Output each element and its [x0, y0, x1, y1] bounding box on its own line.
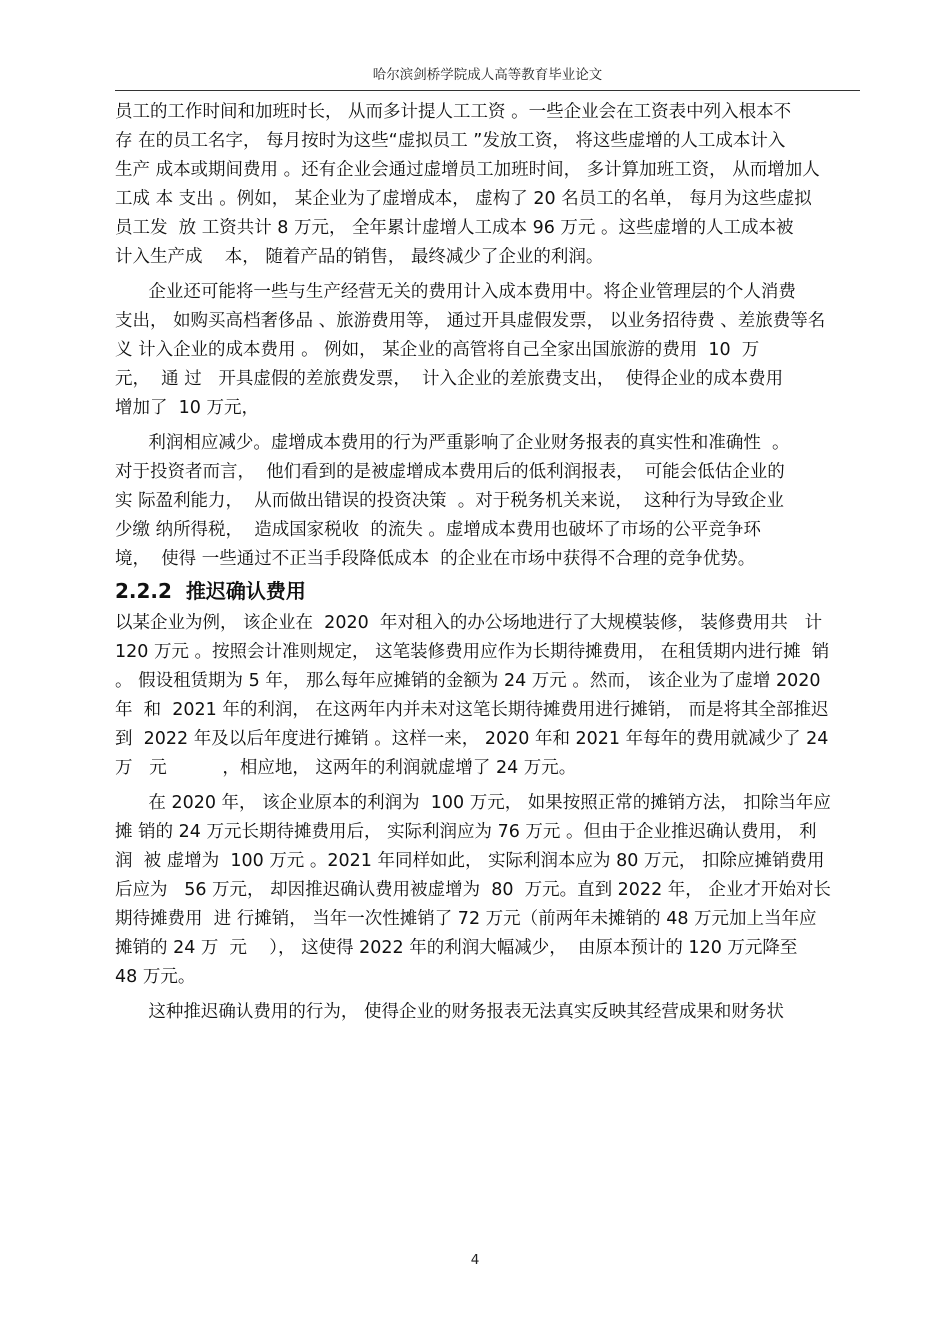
running-header-title: 哈尔滨剑桥学院成人高等教育毕业论文 — [372, 67, 603, 83]
text-line: 这种推迟确认费用的行为， 使得企业的财务报表无法真实反映其经营成果和财务状 — [115, 1002, 784, 1022]
text-line: 工成 本 支出 。例如， 某企业为了虚增成本， 虚构了 20 名员工的名单， 每月为这些虚拟 — [115, 189, 812, 209]
text-line: 对于投资者而言， 他们看到的是被虚增成本费用后的低利润报表， 可能会低估企业的 — [115, 462, 785, 482]
paragraph-fake-labor-cost — [115, 98, 867, 272]
text-line: 万 元 ，相应地， 这两年的利润就虚增了 24 万元。 — [115, 758, 577, 778]
text-line: 境， 使得 一些通过不正当手段降低成本 的企业在市场中获得不合理的竞争优势。 — [115, 549, 756, 569]
text-line: 少缴 纳所得税， 造成国家税收 的流失 。虚增成本费用也破坏了市场的公平竞争环 — [115, 520, 761, 540]
paragraph-conclusion — [115, 998, 867, 1027]
text-line: 利润相应减少。虚增成本费用的行为严重影响了企业财务报表的真实性和准确性 。 — [115, 433, 790, 453]
paragraph-deferred-example — [115, 609, 867, 783]
text-line: 期待摊费用 进 行摊销， 当年一次性摊销了 72 万元（前两年未摊销的 48 万元加上当年应 — [115, 909, 817, 929]
text-line: 实 际盈利能力， 从而做出错误的投资决策 。对于税务机关来说， 这种行为导致企业 — [115, 491, 784, 511]
paragraph-unrelated-expenses — [115, 278, 867, 423]
paragraph-impact — [115, 429, 867, 574]
text-line: 到 2022 年及以后年度进行摊销 。这样一来， 2020 年和 2021 年每年的费用就减少了 24 — [115, 729, 829, 749]
text-line: 48 万元。 — [115, 967, 196, 987]
text-line: 摊 销的 24 万元长期待摊费用后， 实际利润应为 76 万元 。但由于企业推迟确认费用， 利 — [115, 822, 817, 842]
section-heading: 2.2.2 推迟确认费用 — [115, 579, 306, 603]
text-line: 润 被 虚增为 100 万元 。2021 年同样如此， 实际利润本应为 80 万元， 扣除应摊销费用 — [115, 851, 825, 871]
text-line: 在 2020 年， 该企业原本的利润为 100 万元， 如果按照正常的摊销方法， 扣除当年应 — [115, 793, 831, 813]
text-line: 年 和 2021 年的利润， 在这两年内并未对这笔长期待摊费用进行摊销， 而是将其全部推迟 — [115, 700, 829, 720]
text-line: 员工的工作时间和加班时长， 从而多计提人工工资 。一些企业会在工资表中列入根本不 — [115, 102, 792, 122]
text-line: 元， 通 过 开具虚假的差旅费发票， 计入企业的差旅费支出， 使得企业的成本费用 — [115, 369, 784, 389]
text-line: 计入生产成 本， 随着产品的销售， 最终减少了企业的利润。 — [115, 247, 604, 267]
page-body — [115, 98, 867, 1027]
text-line: 生产 成本或期间费用 。还有企业会通过虚增员工加班时间， 多计算加班工资， 从而增加人 — [115, 160, 820, 180]
text-line: 增加了 10 万元， — [115, 398, 259, 418]
text-line: 120 万元 。按照会计准则规定， 这笔装修费用应作为长期待摊费用， 在租赁期内进行摊 销 — [115, 642, 830, 662]
text-line: 。 假设租赁期为 5 年， 那么每年应摊销的金额为 24 万元 。然而， 该企业为了虚增 2020 — [115, 671, 821, 691]
text-line: 支出， 如购买高档奢侈品 、旅游费用等， 通过开具虚假发票， 以业务招待费 、差旅费等名 — [115, 311, 826, 331]
text-line: 摊销的 24 万 元 ）， 这使得 2022 年的利润大幅减少， 由原本预计的 120 万元降至 — [115, 938, 798, 958]
text-line: 后应为 56 万元， 却因推迟确认费用被虚增为 80 万元。直到 2022 年， 企业才开始对长 — [115, 880, 831, 900]
text-line: 员工发 放 工资共计 8 万元， 全年累计虚增人工成本 96 万元 。这些虚增的人工成本被 — [115, 218, 794, 238]
text-line: 以某企业为例， 该企业在 2020 年对租入的办公场地进行了大规模装修， 装修费用共 计 — [115, 613, 823, 633]
page-number: 4 — [470, 1252, 480, 1268]
paragraph-profit-calculation — [115, 789, 867, 992]
running-header — [115, 64, 860, 91]
text-line: 义 计入企业的成本费用 。 例如， 某企业的高管将自己全家出国旅游的费用 10 万 — [115, 340, 760, 360]
text-line: 企业还可能将一些与生产经营无关的费用计入成本费用中。将企业管理层的个人消费 — [115, 282, 796, 302]
text-line: 存 在的员工名字， 每月按时为这些“虚拟员工 ”发放工资， 将这些虚增的人工成本计入 — [115, 131, 786, 151]
